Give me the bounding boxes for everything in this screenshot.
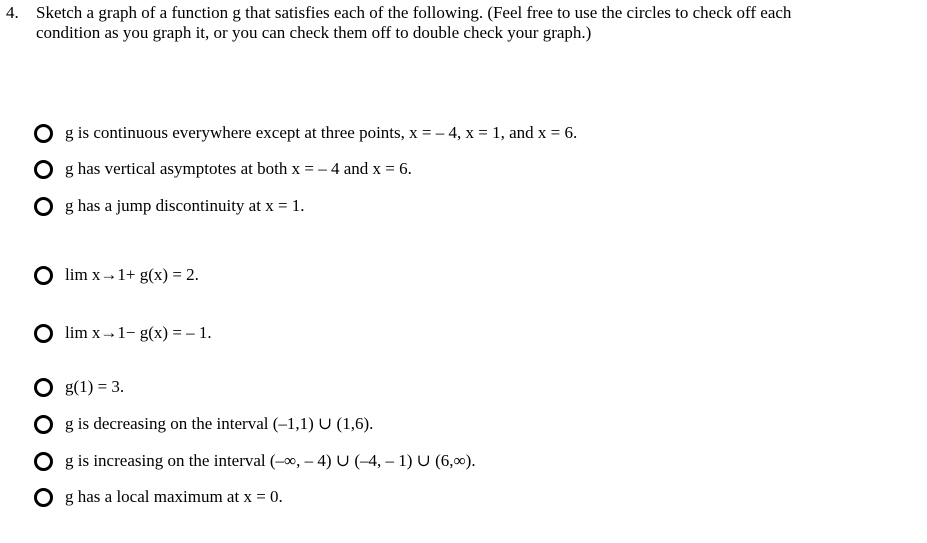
condition-continuity [34,122,577,144]
condition-left-limit [34,322,212,344]
problem-statement [6,3,906,43]
condition-text: g is continuous everywhere except at three points, x = – 4, x = 1, and x = 6. [65,123,578,142]
check-circle-icon[interactable] [34,266,53,285]
condition-function-value [34,376,124,398]
check-circle-icon[interactable] [34,452,53,471]
condition-vertical-asymptotes [34,158,412,180]
check-circle-icon[interactable] [34,124,53,143]
condition-increasing [34,450,476,472]
check-circle-icon[interactable] [34,415,53,434]
problem-number: 4. [6,3,19,22]
condition-text: g is decreasing on the interval (–1,1) ∪ (1,6). [65,414,374,433]
check-circle-icon[interactable] [34,160,53,179]
check-circle-icon[interactable] [34,324,53,343]
check-circle-icon[interactable] [34,488,53,507]
instructions-line-1: Sketch a graph of a function g that satisfies each of the following. (Feel free to use the circles to check off each [36,3,792,22]
condition-text: g has a jump discontinuity at x = 1. [65,196,305,215]
condition-text: g is increasing on the interval (–∞, – 4) ∪ (–4, – 1) ∪ (6,∞). [65,451,476,470]
condition-text: g(1) = 3. [65,377,125,396]
condition-right-limit [34,264,199,286]
check-circle-icon[interactable] [34,378,53,397]
condition-text: lim x→1− g(x) = – 1. [65,323,212,342]
problem-instructions [36,3,906,43]
condition-text: g has vertical asymptotes at both x = – 4 and x = 6. [65,159,412,178]
condition-local-maximum [34,486,283,508]
instructions-line-2: condition as you graph it, or you can check them off to double check your graph.) [36,23,592,42]
condition-text: g has a local maximum at x = 0. [65,487,283,506]
condition-jump-discontinuity [34,195,305,217]
condition-decreasing [34,413,373,435]
check-circle-icon[interactable] [34,197,53,216]
condition-text: lim x→1+ g(x) = 2. [65,265,199,284]
